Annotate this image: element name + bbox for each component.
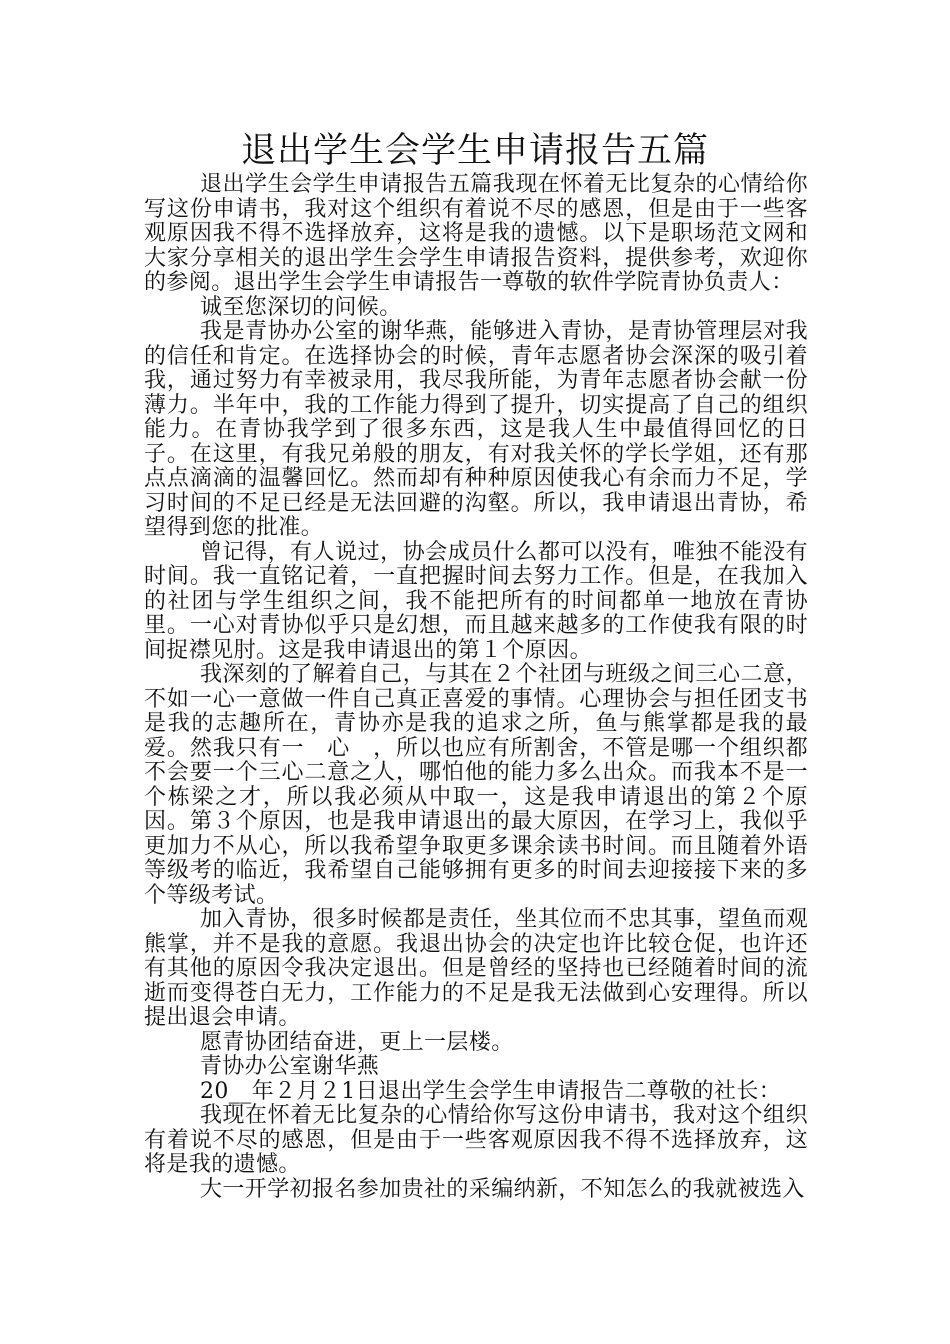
paragraph-intro: 退出学生会学生申请报告五篇我现在怀着无比复杂的心情给你写这份申请书，我对这个组织有着说不尽的感恩，但是由于一些客观原因我不得不选择放弃，这将是我的遗憾。以下是职场范文网和大家分享相关的退出学生会学生申请报告资料，提供参考，欢迎你的参阅。退出学生会学生申请报告一尊敬的软件学院青协负责人： bbox=[144, 172, 808, 295]
paragraph-signature: 青协办公室谢华燕 bbox=[200, 1054, 380, 1079]
paragraph-reason-two-three: 我深刻的了解着自己，与其在２个社团与班级之间三心二意，不如一心一意做一件自己真正喜爱的事情。心理协会与担任团支书是我的志趣所在，青协亦是我的追求之所，鱼与熊掌都是我的最爱。然我只有一 心 ，所以也应有所割舍，不管是哪一个组织都不会要一个三心二意之人，哪怕他的能力多么出众。而我本不是一个栋梁之才，所以我必须从中取一，这是我申请退出的第２个原因。第３个原因，也是我申请退出的最大原因，在学习上，我似乎更加力不从心，所以我希望争取更多课余读书时间。而且随着外语等级考的临近，我希望自己能够拥有更多的时间去迎接接下来的多个等级考试。 bbox=[144, 662, 808, 908]
paragraph-greeting: 诚至您深切的问候。 bbox=[200, 294, 402, 320]
document-title: 退出学生会学生申请报告五篇 bbox=[240, 131, 709, 171]
document-body bbox=[144, 173, 808, 1202]
paragraph-second-letter-body: 大一开学初报名参加贵社的采编纳新，不知怎么的我就被选入 bbox=[200, 1176, 805, 1202]
paragraph-self-introduction: 我是青协办公室的谢华燕，能够进入青协，是青协管理层对我的信任和肯定。在选择协会的时候，青年志愿者协会深深的吸引着我，通过努力有幸被录用，我尽我所能，为青年志愿者协会献一份薄力。半年中，我的工作能力得到了提升，切实提高了自己的组织能力。在青协我学到了很多东西，这是我人生中最值得回忆的日子。在这里，有我兄弟般的朋友，有对我关怀的学长学姐，还有那点点滴滴的温馨回忆。然而却有种种原因使我心有余而力不足，学习时间的不足已经是无法回避的沟壑。所以，我申请退出青协，希望得到您的批准。 bbox=[144, 319, 808, 540]
paragraph-second-letter-intro: 我现在怀着无比复杂的心情给你写这份申请书，我对这个组织有着说不尽的感恩，但是由于一些客观原因我不得不选择放弃，这将是我的遗憾。 bbox=[144, 1103, 808, 1177]
paragraph-wish: 愿青协团结奋进，更上一层楼。 bbox=[200, 1029, 514, 1055]
paragraph-date-and-second-letter: 20__年２月２1日退出学生会学生申请报告二尊敬的社长： bbox=[200, 1078, 782, 1104]
paragraph-conclusion: 加入青协，很多时候都是责任，坐其位而不忠其事，望鱼而观熊掌，并不是我的意愿。我退出协会的决定也许比较仓促，也许还有其他的原因令我决定退出。但是曾经的坚持也已经随着时间的流逝而变得苍白无力，工作能力的不足是我无法做到心安理得。所以提出退会申请。 bbox=[144, 907, 808, 1030]
paragraph-reason-one: 曾记得，有人说过，协会成员什么都可以没有，唯独不能没有时间。我一直铭记着，一直把握时间去努力工作。但是，在我加入的社团与学生组织之间，我不能把所有的时间都单一地放在青协里。一心对青协似乎只是幻想，而且越来越多的工作使我有限的时间捉襟见肘。这是我申请退出的第１个原因。 bbox=[144, 539, 808, 663]
